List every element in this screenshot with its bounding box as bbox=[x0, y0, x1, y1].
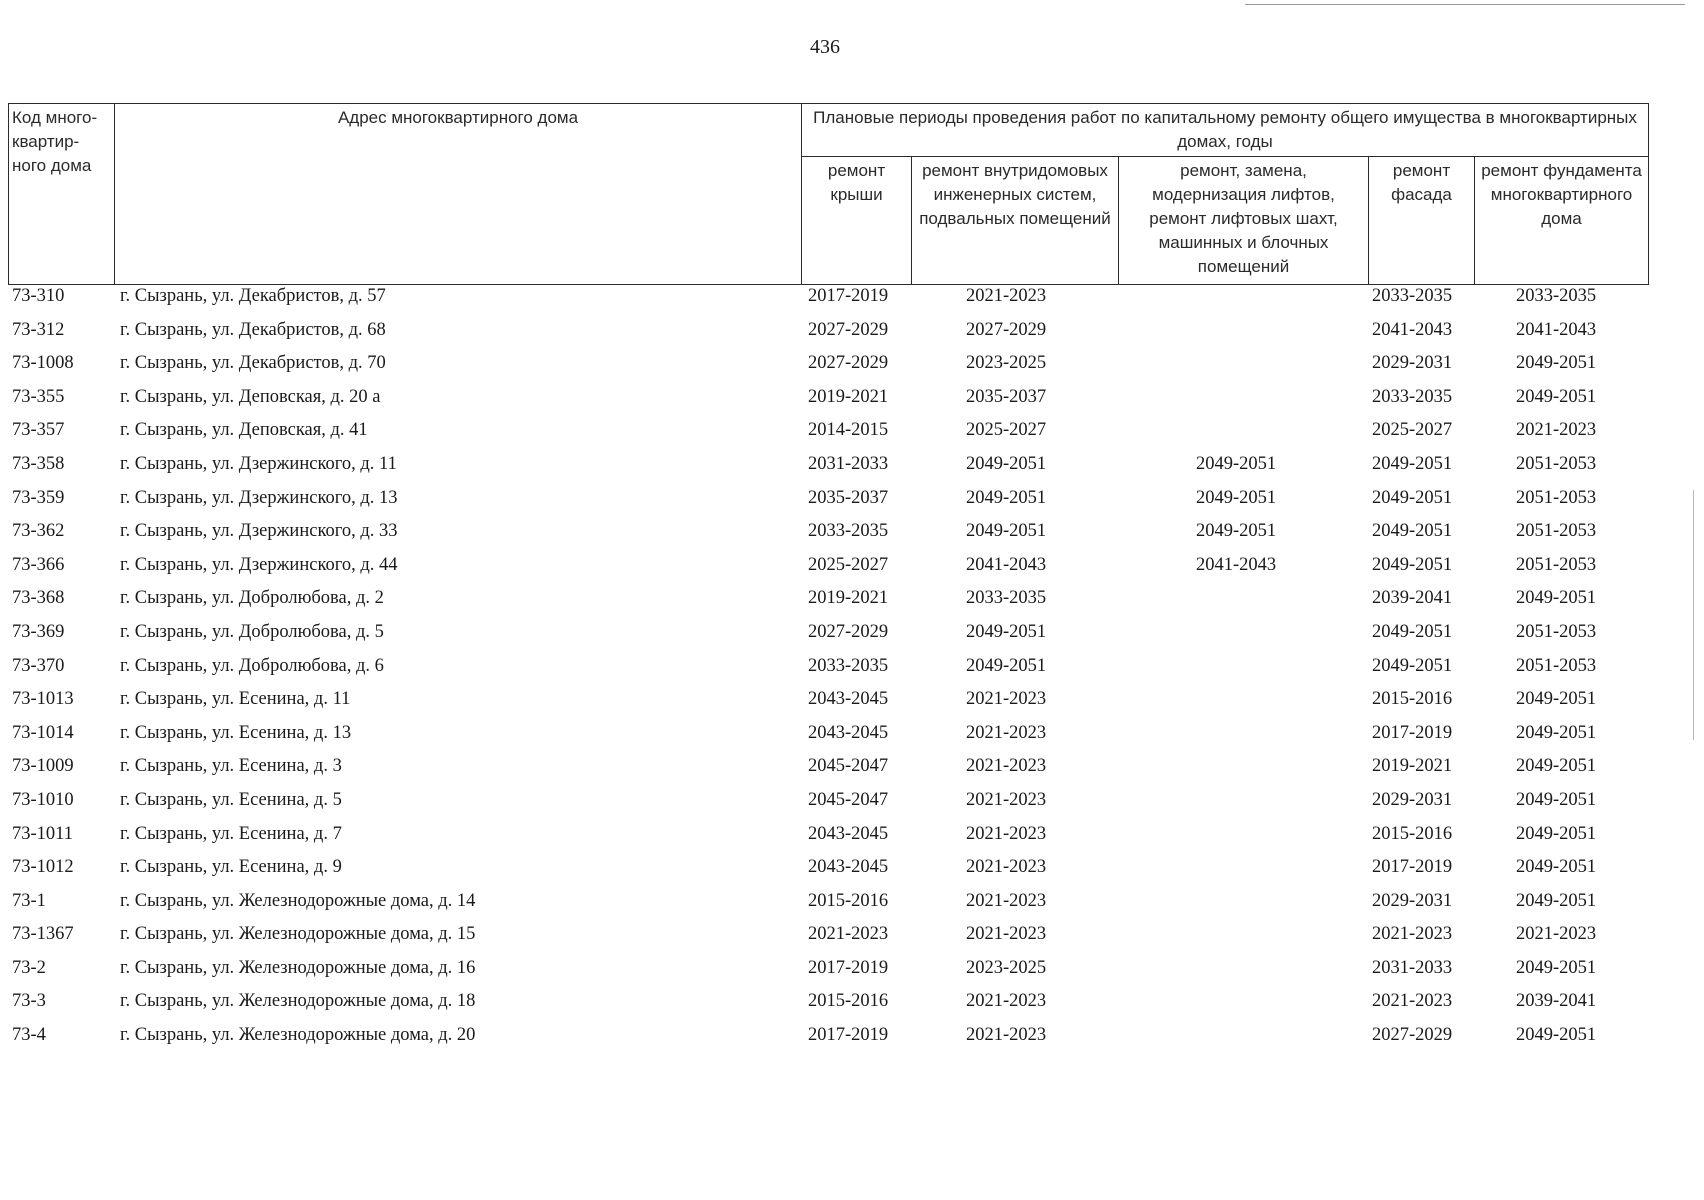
header-foundation: ремонт фундамента многоквартирного дома bbox=[1475, 157, 1649, 285]
row-facade-period: 2039-2041 bbox=[1372, 588, 1453, 609]
row-facade-period: 2021-2023 bbox=[1372, 924, 1453, 945]
row-roof-period: 2021-2023 bbox=[808, 924, 889, 945]
row-roof-period: 2019-2021 bbox=[808, 588, 889, 609]
row-engineering-period: 2023-2025 bbox=[966, 957, 1047, 978]
row-facade-period: 2033-2035 bbox=[1372, 286, 1453, 306]
row-address: г. Сызрань, ул. Есенина, д. 13 bbox=[120, 722, 352, 743]
row-engineering-period: 2033-2035 bbox=[966, 588, 1047, 609]
row-facade-period: 2021-2023 bbox=[1372, 991, 1453, 1012]
row-code: 73-370 bbox=[12, 655, 65, 676]
row-code: 73-368 bbox=[12, 588, 65, 609]
row-facade-period: 2049-2051 bbox=[1372, 521, 1453, 542]
row-roof-period: 2017-2019 bbox=[808, 286, 889, 306]
row-engineering-period: 2021-2023 bbox=[966, 991, 1047, 1012]
row-facade-period: 2015-2016 bbox=[1372, 689, 1453, 710]
row-engineering-period: 2021-2023 bbox=[966, 857, 1047, 878]
row-foundation-period: 2051-2053 bbox=[1516, 621, 1597, 642]
table-row bbox=[0, 619, 1704, 653]
row-roof-period: 2017-2019 bbox=[808, 957, 889, 978]
row-foundation-period: 2051-2053 bbox=[1516, 655, 1597, 676]
row-address: г. Сызрань, ул. Железнодорожные дома, д. 20 bbox=[120, 1025, 476, 1046]
row-address: г. Сызрань, ул. Есенина, д. 3 bbox=[120, 756, 342, 777]
table-row bbox=[0, 753, 1704, 787]
row-foundation-period: 2051-2053 bbox=[1516, 453, 1597, 474]
row-foundation-period: 2049-2051 bbox=[1516, 890, 1597, 911]
row-address: г. Сызрань, ул. Декабристов, д. 70 bbox=[120, 353, 386, 374]
row-engineering-period: 2021-2023 bbox=[966, 722, 1047, 743]
row-roof-period: 2025-2027 bbox=[808, 554, 889, 575]
row-address: г. Сызрань, ул. Железнодорожные дома, д. 18 bbox=[120, 991, 476, 1012]
row-code: 73-357 bbox=[12, 420, 65, 441]
row-engineering-period: 2049-2051 bbox=[966, 521, 1047, 542]
row-code: 73-1367 bbox=[12, 924, 74, 945]
row-roof-period: 2015-2016 bbox=[808, 991, 889, 1012]
row-roof-period: 2045-2047 bbox=[808, 756, 889, 777]
row-roof-period: 2014-2015 bbox=[808, 420, 889, 441]
row-address: г. Сызрань, ул. Дзержинского, д. 13 bbox=[120, 487, 398, 508]
row-roof-period: 2019-2021 bbox=[808, 386, 889, 407]
row-engineering-period: 2021-2023 bbox=[966, 924, 1047, 945]
row-address: г. Сызрань, ул. Декабристов, д. 68 bbox=[120, 319, 386, 340]
row-roof-period: 2027-2029 bbox=[808, 353, 889, 374]
row-foundation-period: 2041-2043 bbox=[1516, 319, 1597, 340]
table-row bbox=[0, 720, 1704, 754]
row-engineering-period: 2021-2023 bbox=[966, 756, 1047, 777]
row-facade-period: 2015-2016 bbox=[1372, 823, 1453, 844]
row-code: 73-1012 bbox=[12, 857, 74, 878]
row-engineering-period: 2025-2027 bbox=[966, 420, 1047, 441]
row-code: 73-358 bbox=[12, 453, 65, 474]
row-roof-period: 2027-2029 bbox=[808, 319, 889, 340]
row-code: 73-1008 bbox=[12, 353, 74, 374]
table-row bbox=[0, 988, 1704, 1022]
row-roof-period: 2017-2019 bbox=[808, 1025, 889, 1046]
row-lift-period: 2049-2051 bbox=[1196, 487, 1277, 508]
table-row bbox=[0, 283, 1704, 317]
row-foundation-period: 2033-2035 bbox=[1516, 286, 1597, 306]
table-row bbox=[0, 485, 1704, 519]
row-engineering-period: 2023-2025 bbox=[966, 353, 1047, 374]
row-facade-period: 2017-2019 bbox=[1372, 857, 1453, 878]
row-engineering-period: 2035-2037 bbox=[966, 386, 1047, 407]
row-foundation-period: 2049-2051 bbox=[1516, 756, 1597, 777]
row-address: г. Сызрань, ул. Добролюбова, д. 5 bbox=[120, 621, 384, 642]
row-facade-period: 2025-2027 bbox=[1372, 420, 1453, 441]
row-address: г. Сызрань, ул. Есенина, д. 9 bbox=[120, 857, 342, 878]
row-roof-period: 2015-2016 bbox=[808, 890, 889, 911]
row-roof-period: 2033-2035 bbox=[808, 655, 889, 676]
header-facade: ремонт фасада bbox=[1369, 157, 1475, 285]
row-facade-period: 2041-2043 bbox=[1372, 319, 1453, 340]
row-address: г. Сызрань, ул. Дзержинского, д. 11 bbox=[120, 453, 397, 474]
table-row bbox=[0, 451, 1704, 485]
row-engineering-period: 2027-2029 bbox=[966, 319, 1047, 340]
row-foundation-period: 2049-2051 bbox=[1516, 722, 1597, 743]
row-foundation-period: 2049-2051 bbox=[1516, 588, 1597, 609]
row-foundation-period: 2049-2051 bbox=[1516, 353, 1597, 374]
row-roof-period: 2043-2045 bbox=[808, 722, 889, 743]
row-roof-period: 2043-2045 bbox=[808, 689, 889, 710]
header-code: Код много-квартир-ного дома bbox=[9, 104, 115, 285]
row-facade-period: 2031-2033 bbox=[1372, 957, 1453, 978]
row-foundation-period: 2021-2023 bbox=[1516, 924, 1597, 945]
header-lift: ремонт, замена, модернизация лифтов, ремонт лифтовых шахт, машинных и блочных помещений bbox=[1119, 157, 1369, 285]
table-row bbox=[0, 955, 1704, 989]
row-code: 73-359 bbox=[12, 487, 65, 508]
table-body bbox=[0, 283, 1704, 1056]
table-row bbox=[0, 653, 1704, 687]
table-row bbox=[0, 686, 1704, 720]
row-foundation-period: 2049-2051 bbox=[1516, 857, 1597, 878]
row-address: г. Сызрань, ул. Деповская, д. 20 а bbox=[120, 386, 381, 407]
row-engineering-period: 2021-2023 bbox=[966, 789, 1047, 810]
header-roof: ремонт крыши bbox=[802, 157, 912, 285]
row-engineering-period: 2049-2051 bbox=[966, 453, 1047, 474]
row-foundation-period: 2051-2053 bbox=[1516, 521, 1597, 542]
table-row bbox=[0, 384, 1704, 418]
row-roof-period: 2043-2045 bbox=[808, 823, 889, 844]
row-code: 73-1013 bbox=[12, 689, 74, 710]
table-header bbox=[8, 103, 1649, 285]
row-engineering-period: 2021-2023 bbox=[966, 689, 1047, 710]
row-engineering-period: 2049-2051 bbox=[966, 487, 1047, 508]
row-address: г. Сызрань, ул. Есенина, д. 11 bbox=[120, 689, 351, 710]
row-facade-period: 2027-2029 bbox=[1372, 1025, 1453, 1046]
row-code: 73-1011 bbox=[12, 823, 73, 844]
row-address: г. Сызрань, ул. Есенина, д. 7 bbox=[120, 823, 342, 844]
table-row bbox=[0, 888, 1704, 922]
row-lift-period: 2041-2043 bbox=[1196, 554, 1277, 575]
row-roof-period: 2043-2045 bbox=[808, 857, 889, 878]
table-row bbox=[0, 854, 1704, 888]
row-engineering-period: 2021-2023 bbox=[966, 1025, 1047, 1046]
row-engineering-period: 2041-2043 bbox=[966, 554, 1047, 575]
row-facade-period: 2049-2051 bbox=[1372, 621, 1453, 642]
row-address: г. Сызрань, ул. Добролюбова, д. 2 bbox=[120, 588, 384, 609]
scan-edge-line bbox=[1245, 4, 1685, 5]
row-foundation-period: 2051-2053 bbox=[1516, 487, 1597, 508]
table-row bbox=[0, 518, 1704, 552]
row-code: 73-1 bbox=[12, 890, 46, 911]
row-code: 73-3 bbox=[12, 991, 46, 1012]
header-address: Адрес многоквартирного дома bbox=[115, 104, 802, 285]
row-code: 73-369 bbox=[12, 621, 65, 642]
row-foundation-period: 2039-2041 bbox=[1516, 991, 1597, 1012]
table-row bbox=[0, 317, 1704, 351]
row-address: г. Сызрань, ул. Деповская, д. 41 bbox=[120, 420, 368, 441]
row-facade-period: 2049-2051 bbox=[1372, 554, 1453, 575]
row-facade-period: 2019-2021 bbox=[1372, 756, 1453, 777]
row-foundation-period: 2049-2051 bbox=[1516, 1025, 1597, 1046]
table-row bbox=[0, 417, 1704, 451]
row-facade-period: 2029-2031 bbox=[1372, 890, 1453, 911]
row-code: 73-2 bbox=[12, 957, 46, 978]
row-roof-period: 2045-2047 bbox=[808, 789, 889, 810]
row-address: г. Сызрань, ул. Дзержинского, д. 33 bbox=[120, 521, 398, 542]
row-lift-period: 2049-2051 bbox=[1196, 453, 1277, 474]
row-code: 73-1010 bbox=[12, 789, 74, 810]
row-code: 73-1009 bbox=[12, 756, 74, 777]
row-address: г. Сызрань, ул. Железнодорожные дома, д. 15 bbox=[120, 924, 476, 945]
row-address: г. Сызрань, ул. Добролюбова, д. 6 bbox=[120, 655, 384, 676]
row-foundation-period: 2049-2051 bbox=[1516, 386, 1597, 407]
row-foundation-period: 2049-2051 bbox=[1516, 789, 1597, 810]
row-facade-period: 2049-2051 bbox=[1372, 655, 1453, 676]
row-roof-period: 2027-2029 bbox=[808, 621, 889, 642]
row-address: г. Сызрань, ул. Декабристов, д. 57 bbox=[120, 286, 386, 306]
row-engineering-period: 2021-2023 bbox=[966, 286, 1047, 306]
page-number: 436 bbox=[810, 36, 840, 58]
table-row bbox=[0, 552, 1704, 586]
table-row bbox=[0, 1022, 1704, 1056]
row-code: 73-310 bbox=[12, 286, 65, 306]
header-periods: Плановые периоды проведения работ по капитальному ремонту общего имущества в многоквартирных домах, годы bbox=[802, 104, 1649, 157]
row-code: 73-362 bbox=[12, 521, 65, 542]
row-facade-period: 2049-2051 bbox=[1372, 453, 1453, 474]
table-row bbox=[0, 821, 1704, 855]
row-engineering-period: 2049-2051 bbox=[966, 655, 1047, 676]
row-engineering-period: 2021-2023 bbox=[966, 823, 1047, 844]
row-code: 73-1014 bbox=[12, 722, 74, 743]
row-engineering-period: 2049-2051 bbox=[966, 621, 1047, 642]
row-facade-period: 2029-2031 bbox=[1372, 789, 1453, 810]
row-roof-period: 2035-2037 bbox=[808, 487, 889, 508]
row-foundation-period: 2049-2051 bbox=[1516, 689, 1597, 710]
row-address: г. Сызрань, ул. Железнодорожные дома, д. 16 bbox=[120, 957, 476, 978]
row-code: 73-4 bbox=[12, 1025, 46, 1046]
row-roof-period: 2031-2033 bbox=[808, 453, 889, 474]
row-address: г. Сызрань, ул. Дзержинского, д. 44 bbox=[120, 554, 398, 575]
row-code: 73-355 bbox=[12, 386, 65, 407]
row-foundation-period: 2051-2053 bbox=[1516, 554, 1597, 575]
table-row bbox=[0, 585, 1704, 619]
row-lift-period: 2049-2051 bbox=[1196, 521, 1277, 542]
row-facade-period: 2049-2051 bbox=[1372, 487, 1453, 508]
row-code: 73-366 bbox=[12, 554, 65, 575]
row-address: г. Сызрань, ул. Есенина, д. 5 bbox=[120, 789, 342, 810]
table-row bbox=[0, 921, 1704, 955]
row-facade-period: 2029-2031 bbox=[1372, 353, 1453, 374]
row-code: 73-312 bbox=[12, 319, 65, 340]
row-foundation-period: 2021-2023 bbox=[1516, 420, 1597, 441]
header-engineering: ремонт внутридомовых инженерных систем, подвальных помещений bbox=[912, 157, 1119, 285]
row-facade-period: 2033-2035 bbox=[1372, 386, 1453, 407]
row-foundation-period: 2049-2051 bbox=[1516, 957, 1597, 978]
row-foundation-period: 2049-2051 bbox=[1516, 823, 1597, 844]
row-facade-period: 2017-2019 bbox=[1372, 722, 1453, 743]
table-row bbox=[0, 350, 1704, 384]
row-engineering-period: 2021-2023 bbox=[966, 890, 1047, 911]
table-row bbox=[0, 787, 1704, 821]
row-roof-period: 2033-2035 bbox=[808, 521, 889, 542]
row-address: г. Сызрань, ул. Железнодорожные дома, д. 14 bbox=[120, 890, 476, 911]
